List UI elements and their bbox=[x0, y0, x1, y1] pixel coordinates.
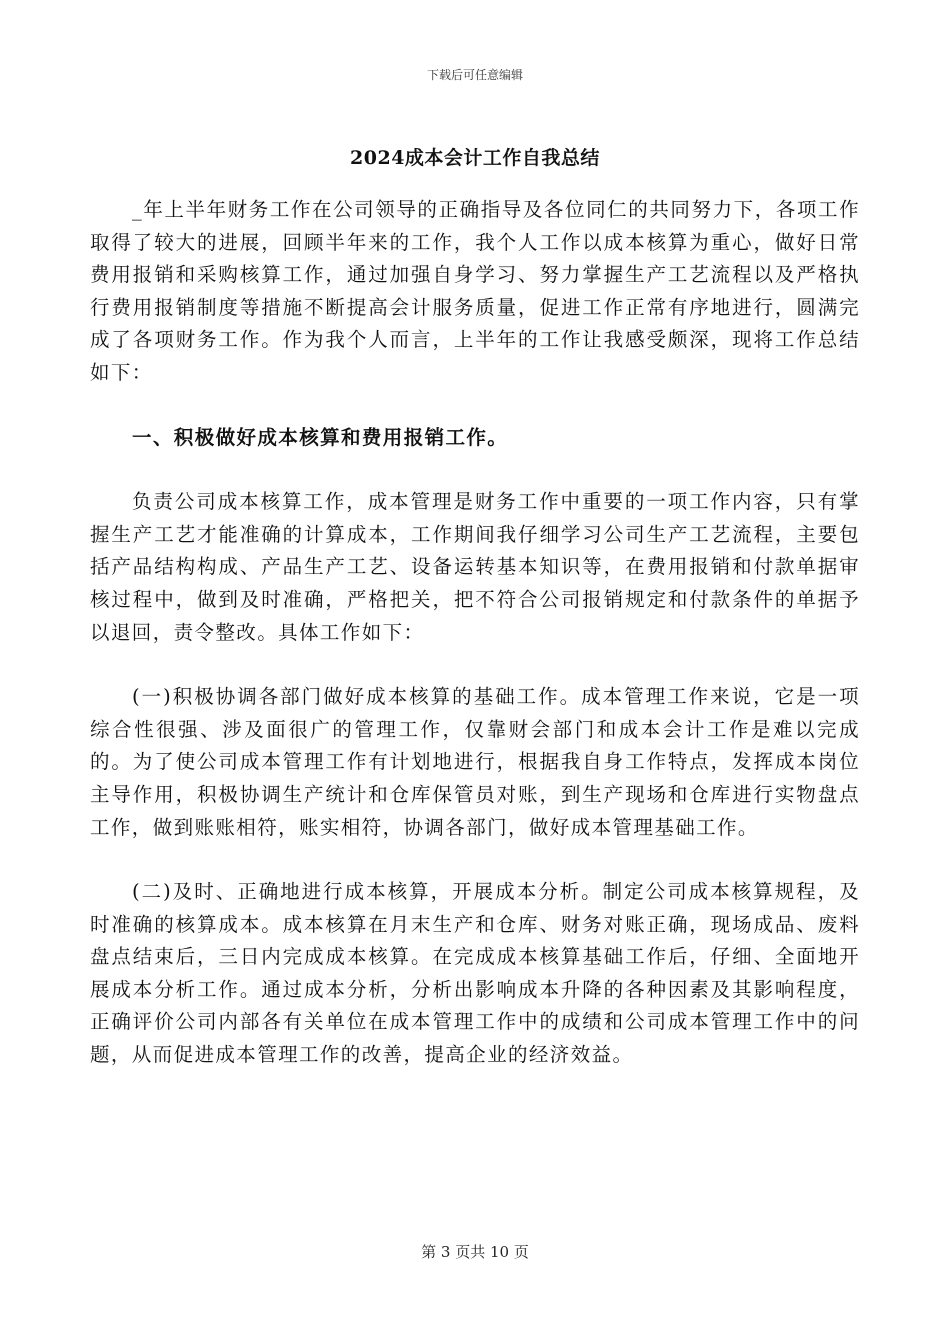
spacer bbox=[90, 844, 860, 876]
header-note: 下载后可任意编辑 bbox=[426, 68, 523, 82]
spacer bbox=[90, 454, 860, 486]
intro-paragraph: _年上半年财务工作在公司领导的正确指导及各位同仁的共同努力下，各项工作取得了较大的进展，回顾半年来的工作，我个人工作以成本核算为重心，做好日常费用报销和采购核算工作，通过加强自身学习、努力掌握生产工艺流程以及严格执行费用报销制度等措施不断提高会计服务质量，促进工作正常有序地进行，圆满完成了各项财务工作。作为我个人而言，上半年的工作让我感受颇深，现将工作总结如下： bbox=[90, 198, 860, 384]
section-1-paragraph: 负责公司成本核算工作，成本管理是财务工作中重要的一项工作内容，只有掌握生产工艺才能准确的计算成本，工作期间我仔细学习公司生产工艺流程，主要包括产品结构构成、产品生产工艺、设备运转基本知识等，在费用报销和付款单据审核过程中，做到及时准确，严格把关，把不符合公司报销规定和付款条件的单据予以退回，责令整改。具体工作如下： bbox=[90, 490, 860, 644]
item-2-paragraph: (二)及时、正确地进行成本核算，开展成本分析。制定公司成本核算规程，及时准确的核算成本。成本核算在月末生产和仓库、财务对账正确，现场成品、废料盘点结束后，三日内完成成本核算。在完成成本核算基础工作后，仔细、全面地开展成本分析工作。通过成本分析，分析出影响成本升降的各种因素及其影响程度，正确评价公司内部各有关单位在成本管理工作中的成绩和公司成本管理工作中的问题，从而促进成本管理工作的改善，提高企业的经济效益。 bbox=[90, 880, 860, 1067]
spacer bbox=[90, 390, 860, 422]
section-heading-1: 一、积极做好成本核算和费用报销工作。 bbox=[132, 425, 509, 449]
page-number: 第 3 页共 10 页 bbox=[421, 1243, 529, 1261]
item-1-paragraph: (一)积极协调各部门做好成本核算的基础工作。成本管理工作来说，它是一项综合性很强、涉及面很广的管理工作，仅靠财会部门和成本会计工作是难以完成的。为了使公司成本管理工作有计划地进行，根据我自身工作特点，发挥成本岗位主导作用，积极协调生产统计和仓库保管员对账，到生产现场和仓库进行实物盘点工作，做到账账相符，账实相符，协调各部门，做好成本管理基础工作。 bbox=[90, 685, 860, 839]
spacer bbox=[90, 649, 860, 681]
document-title: 2024成本会计工作自我总结 bbox=[350, 147, 600, 169]
document-body bbox=[90, 194, 860, 1072]
